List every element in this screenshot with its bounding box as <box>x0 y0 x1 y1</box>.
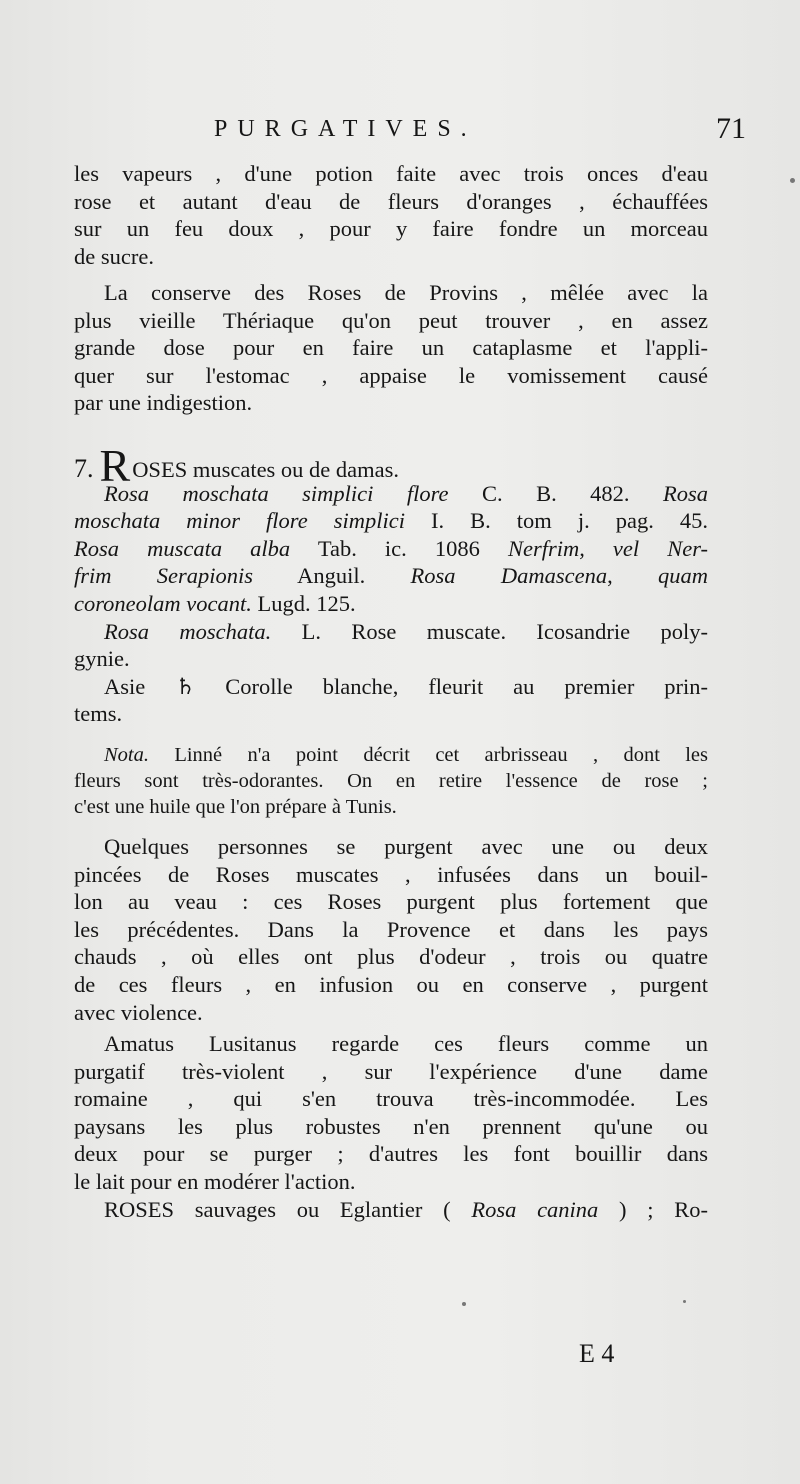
latin-name: Rosa moschata. <box>104 618 272 644</box>
latin-name: moschata minor flore simplici <box>74 508 405 534</box>
note-label: Nota. <box>104 744 149 766</box>
paragraph-1 <box>74 160 708 270</box>
citation: Tab. ic. 1086 <box>290 535 508 561</box>
text-run: ) ; Ro- <box>598 1197 708 1222</box>
entry-heading-text: OSES muscates ou de damas. <box>132 457 400 482</box>
catchword-paragraph <box>74 1196 708 1224</box>
synonym-line <box>74 507 708 535</box>
synonym-line <box>74 562 708 590</box>
text-line: plus vieille Thériaque qu'on peut trouver , en assez <box>74 307 708 333</box>
entry-start: ROSES <box>104 1197 175 1222</box>
latin-name: Rosa canina <box>471 1197 599 1222</box>
synonym-line <box>74 480 708 508</box>
paper-speck <box>462 1302 466 1306</box>
latin-name: frim Serapionis <box>74 563 254 589</box>
text-line: Amatus Lusitanus regarde ces fleurs comme un <box>104 1031 708 1056</box>
text-line: lon au veau : ces Roses purgent plus fortement que <box>74 889 708 915</box>
latin-name: coroneolam vocant. <box>74 590 252 616</box>
latin-name: Rosa <box>663 480 709 506</box>
paragraph-3 <box>74 833 708 1026</box>
citation: C. B. 482. <box>448 480 664 506</box>
citation: Lugd. 125. <box>251 590 356 616</box>
text-line: rose et autant d'eau de fleurs d'oranges , échauffées <box>74 188 708 214</box>
latin-name: Nerfrim, vel Ner- <box>507 535 709 561</box>
note-line <box>74 742 708 768</box>
punctuation: , <box>607 563 658 589</box>
text-line: les vapeurs , d'une potion faite avec trois onces d'eau <box>74 161 708 186</box>
text-line: chauds , où elles ont plus d'odeur , trois ou quatre <box>74 944 708 970</box>
text-run: sauvages ou Eglantier ( <box>174 1197 472 1222</box>
synonym-line <box>74 590 708 618</box>
drop-initial: R <box>99 440 131 491</box>
citation: Anguil. <box>253 563 411 589</box>
description: Corolle blanche, fleurit au premier prin- <box>195 673 708 699</box>
citation: I. B. tom j. pag. 45. <box>404 508 708 534</box>
text-line: paysans les plus robustes n'en prennent qu'une ou <box>74 1113 708 1139</box>
habitat-line: tems. <box>74 701 123 727</box>
running-title: PURGATIVES. <box>214 116 477 142</box>
region: Asie <box>104 673 176 699</box>
text-line <box>74 1196 708 1224</box>
text-line: grande dose pour en faire un cataplasme et l'appli- <box>74 335 708 361</box>
text-line: deux pour se purger ; d'autres les font bouillir dans <box>74 1141 708 1167</box>
text-line: La conserve des Roses de Provins , mêlée avec la <box>104 280 708 305</box>
text-line: le lait pour en modérer l'action. <box>74 1168 356 1194</box>
note-line: fleurs sont très-odorantes. On en retire l'essence de rose ; <box>74 770 708 792</box>
synonym-line <box>74 618 708 646</box>
text-line: par une indigestion. <box>74 390 253 416</box>
paper-speck <box>683 1300 686 1303</box>
page-header <box>0 112 800 152</box>
text-line: purgatif très-violent , sur l'expérience d'une dame <box>74 1058 708 1084</box>
signature-mark: E 4 <box>579 1339 615 1368</box>
latin-name: Rosa moschata simplici flore <box>104 480 449 506</box>
text-line: les précédentes. Dans la Provence et dans les pays <box>74 916 708 942</box>
note-text: Linné n'a point décrit cet arbrisseau , dont les <box>149 744 708 766</box>
latin-name: Rosa muscata alba <box>74 535 291 561</box>
classification: gynie. <box>74 646 130 672</box>
entry-number: 7. <box>74 454 94 483</box>
entry-7 <box>74 440 709 728</box>
text-line: de sucre. <box>74 243 154 269</box>
paper-speck <box>790 178 795 183</box>
paragraph-4 <box>74 1030 708 1196</box>
text-line: romaine , qui s'en trouva très-incommodée. Les <box>74 1086 708 1112</box>
habitat-line <box>74 673 708 701</box>
classification: L. Rose muscate. Icosandrie poly- <box>271 618 708 644</box>
latin-name: quam <box>658 563 708 589</box>
text-line: sur un feu doux , pour y faire fondre un morceau <box>74 216 708 242</box>
text-line: de ces fleurs , en infusion ou en conserve , purgent <box>74 971 708 997</box>
entry-heading <box>74 440 708 491</box>
shrub-symbol-icon: ♄ <box>175 673 196 699</box>
paragraph-2 <box>74 279 708 417</box>
page-number: 71 <box>716 112 746 145</box>
text-line: pincées de Roses muscates , infusées dans un bouil- <box>74 861 708 887</box>
text-line: avec violence. <box>74 999 203 1025</box>
text-line: Quelques personnes se purgent avec une ou deux <box>104 834 708 859</box>
text-line: quer sur l'estomac , appaise le vomissement causé <box>74 362 708 388</box>
nota-note <box>74 742 708 820</box>
synonym-line <box>74 535 708 563</box>
synonym-line <box>74 645 708 673</box>
note-line: c'est une huile que l'on prépare à Tunis. <box>74 796 397 818</box>
latin-name: Rosa Damascena <box>410 563 608 589</box>
